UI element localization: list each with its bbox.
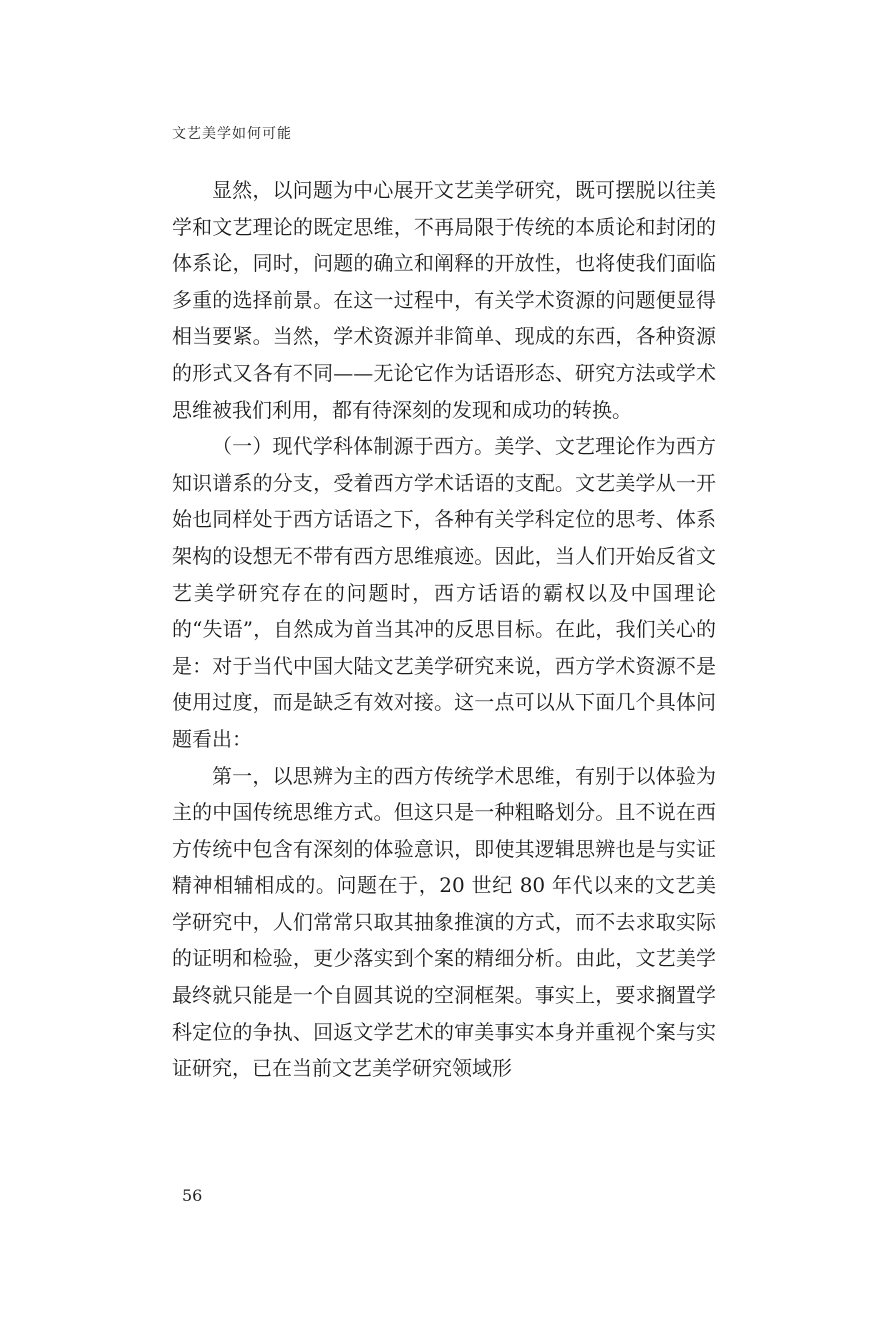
running-header: 文艺美学如何可能: [172, 126, 292, 142]
paragraph: 显然，以问题为中心展开文艺美学研究，既可摆脱以往美学和文艺理论的既定思维，不再局限于传统的本质论和封闭的体系论，同时，问题的确立和阐释的开放性，也将使我们面临多重的选择前景。在这一过程中，有关学术资源的问题便显得相当要紧。当然，学术资源并非简单、现成的东西，各种资源的形式又各有不同——无论它作为话语形态、研究方法或学术思维被我们利用，都有待深刻的发现和成功的转换。: [172, 178, 716, 422]
paragraph: （一）现代学科体制源于西方。美学、文艺理论作为西方知识谱系的分支，受着西方学术话语的支配。文艺美学从一开始也同样处于西方话语之下，各种有关学科定位的思考、体系架构的设想无不带有西方思维痕迹。因此，当人们开始反省文艺美学研究存在的问题时，西方话语的霸权以及中国理论的“失语”，自然成为首当其冲的反思目标。在此，我们关心的是：对于当代中国大陆文艺美学研究来说，西方学术资源不是使用过度，而是缺乏有效对接。这一点可以从下面几个具体问题看出：: [172, 434, 716, 751]
page-number: 56: [182, 1186, 203, 1205]
body-text: [172, 172, 716, 1087]
paragraph: 第一，以思辨为主的西方传统学术思维，有别于以体验为主的中国传统思维方式。但这只是一种粗略划分。且不说在西方传统中包含有深刻的体验意识，即使其逻辑思辨也是与实证精神相辅相成的。问题在于，20 世纪 80 年代以来的文艺美学研究中，人们常常只取其抽象推演的方式，而不去求取实际的证明和检验，更少落实到个案的精细分析。由此，文艺美学最终就只能是一个自圆其说的空洞框架。事实上，要求搁置学科定位的争执、回返文学艺术的审美事实本身并重视个案与实证研究，已在当前文艺美学研究领域形: [172, 763, 716, 1081]
